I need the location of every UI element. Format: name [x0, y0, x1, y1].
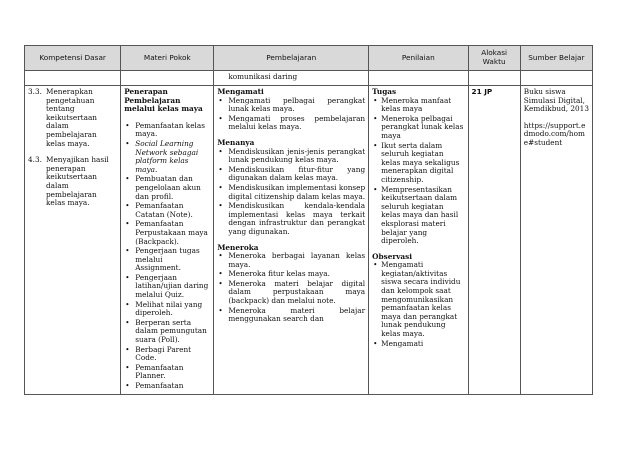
- alokasi-cell: [468, 86, 520, 395]
- penilaian-item: • Mengamati kegiatan/aktivitas siswa secara individu dan kelompok saat mengomunikasikan pemanfaatan kelas maya dan perangkat lunak pendukung kelas maya.: [372, 261, 464, 338]
- header-alokasi: Alokasi Waktu: [468, 46, 520, 71]
- observasi-heading: Observasi: [372, 251, 413, 261]
- kompetensi-cell: [25, 86, 121, 395]
- sumber-buku: Buku siswa Simulasi Digital, Kemdikbud, 2013: [523, 87, 589, 114]
- materi-item: • Pemanfaatan: [124, 382, 210, 391]
- pembelajaran-item: • Meneroka materi belajar digital dalam perpustakaan maya (backpack) dan melalui note.: [217, 280, 365, 306]
- materi-list: [124, 122, 210, 391]
- kompetensi-list: [28, 88, 117, 208]
- mengamati-heading: Mengamati: [217, 87, 264, 96]
- materi-item: • Pemanfaatan kelas maya.: [124, 122, 210, 139]
- materi-item: • Social Learning Network sebagai platform kelas maya.: [124, 140, 210, 174]
- materi-item: • Pengerjaan tugas melalui Assignment.: [124, 247, 210, 273]
- penilaian-item: • Mempresentasikan keikutsertaan dalam seluruh kegiatan kelas maya dan hasil eksplorasi materi belajar yang diperoleh.: [372, 186, 464, 246]
- rpp-table: [24, 45, 593, 395]
- materi-item: • Pemanfaatan Perpustakaan maya (Backpack).: [124, 220, 210, 246]
- header-sumber: Sumber Belajar: [520, 46, 592, 71]
- header-kompetensi: Kompetensi Dasar: [25, 46, 121, 71]
- pembelajaran-item: • Mendiskusikan implementasi konsep digital citizenship dalam kelas maya.: [217, 184, 365, 201]
- sumber-cell: [520, 86, 592, 395]
- continuation-row: [25, 71, 593, 86]
- materi-title: Penerapan Pembelajaran melalui kelas maya: [124, 87, 203, 114]
- meneroka-heading: Meneroka: [217, 242, 259, 252]
- materi-item: • Pemanfaatan Catatan (Note).: [124, 202, 210, 219]
- alokasi-value: 21 JP: [471, 87, 493, 96]
- continued-text: komunikasi daring: [214, 71, 369, 86]
- tugas-heading: Tugas: [372, 87, 397, 96]
- main-row: [25, 86, 593, 395]
- observasi-list: [372, 261, 464, 348]
- materi-item: • Berbagi Parent Code.: [124, 346, 210, 363]
- menanya-list: [217, 148, 365, 237]
- tugas-list: [372, 97, 464, 246]
- mengamati-list: [217, 97, 365, 132]
- materi-item: • Pengerjaan latihan/ujian daring melalui Quiz.: [124, 274, 210, 300]
- pembelajaran-item: • Mendiskusikan fitur-fitur yang digunakan dalam kelas maya.: [217, 166, 365, 183]
- penilaian-item: • Meneroka manfaat kelas maya: [372, 97, 464, 114]
- menanya-heading: Menanya: [217, 137, 255, 147]
- materi-item: • Melihat nilai yang diperoleh.: [124, 301, 210, 318]
- materi-item: • Berperan serta dalam pemungutan suara (Poll).: [124, 319, 210, 345]
- pembelajaran-item: • Meneroka berbagai layanan kelas maya.: [217, 252, 365, 269]
- penilaian-cell: [369, 86, 468, 395]
- header-row: [25, 46, 593, 71]
- pembelajaran-item: • Mendiskusikan kendala-kendala implementasi kelas maya terkait dengan infrastruktur dan perangkat yang digunakan.: [217, 202, 365, 236]
- materi-item: • Pemanfaatan Planner.: [124, 364, 210, 381]
- pembelajaran-item: • Mengamati pelbagai perangkat lunak kelas maya.: [217, 97, 365, 114]
- pembelajaran-item: • Meneroka fitur kelas maya.: [217, 270, 365, 279]
- materi-cell: [121, 86, 214, 395]
- kompetensi-item: 4.3. Menyajikan hasil penerapan keikutsertaan dalam pembelajaran kelas maya.: [28, 155, 109, 208]
- pembelajaran-item: • Mengamati proses pembelajaran melalui kelas maya.: [217, 115, 365, 132]
- materi-item: • Pembuatan dan pengelolaan akun dan profil.: [124, 175, 210, 201]
- penilaian-item: • Mengamati: [372, 340, 464, 349]
- header-penilaian: Penilaian: [369, 46, 468, 71]
- penilaian-item: • Ikut serta dalam seluruh kegiatan kelas maya sekaligus menerapkan digital citizenship.: [372, 142, 464, 185]
- sumber-link[interactable]: https://support.edmodo.com/home#student: [523, 120, 586, 147]
- penilaian-item: • Meneroka pelbagai perangkat lunak kelas maya: [372, 115, 464, 141]
- pembelajaran-item: • Mendiskusikan jenis-jenis perangkat lunak pendukung kelas maya.: [217, 148, 365, 165]
- pembelajaran-cell: [214, 86, 369, 395]
- header-pembelajaran: Pembelajaran: [214, 46, 369, 71]
- kompetensi-item: 3.3. Menerapkan pengetahuan tentang keikutsertaan dalam pembelajaran kelas maya.: [28, 87, 98, 148]
- header-materi: Materi Pokok: [121, 46, 214, 71]
- pembelajaran-item: • Meneroka materi belajar menggunakan search dan: [217, 307, 365, 324]
- meneroka-list: [217, 252, 365, 324]
